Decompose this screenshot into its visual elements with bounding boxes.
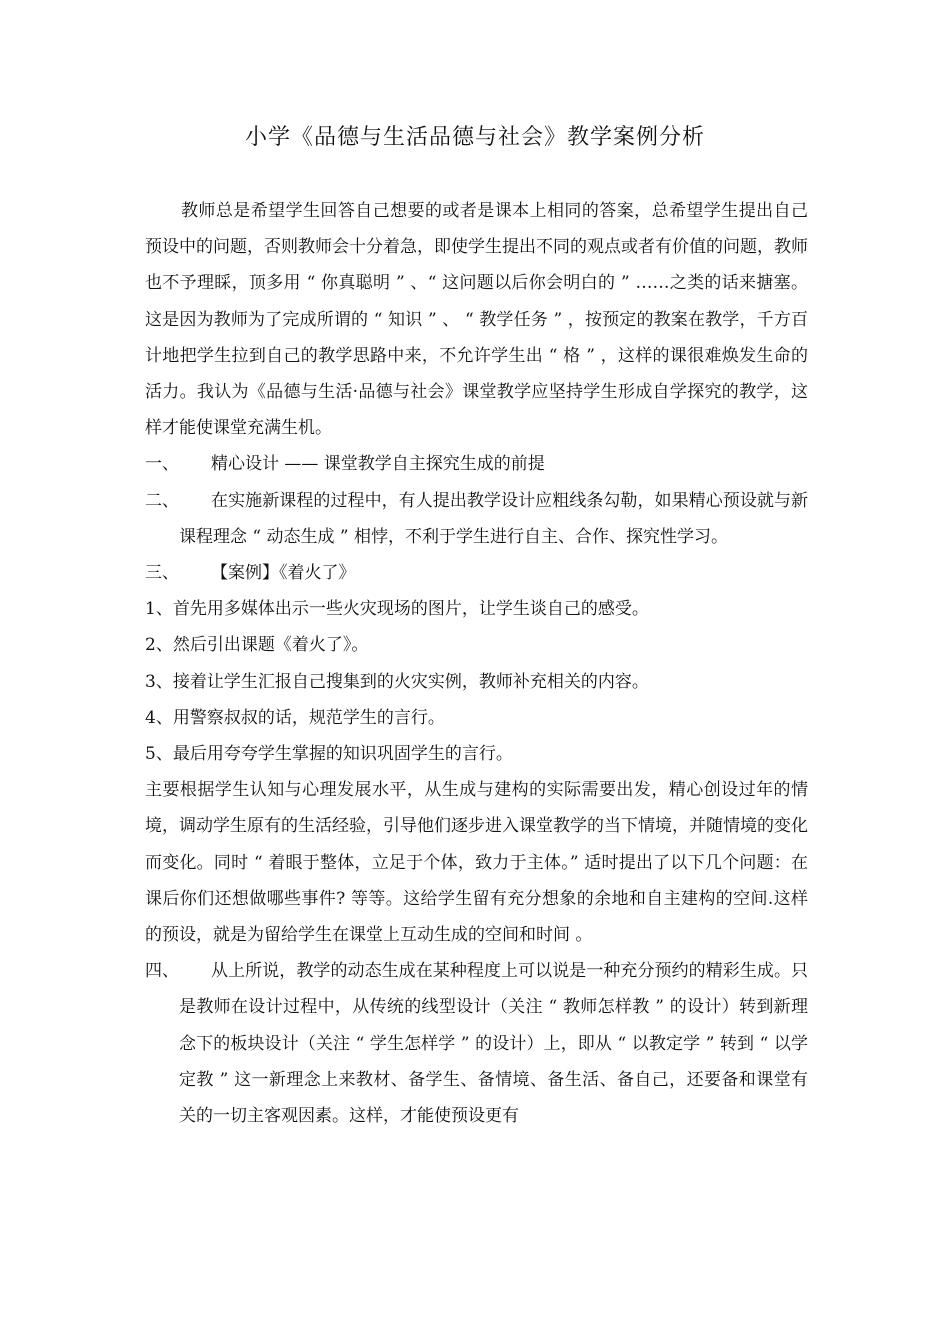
step-2: 2、然后引出课题《着火了》。 <box>145 635 369 656</box>
step-1: 1、首先用多媒体出示一些火灾现场的图片，让学生谈自己的感受。 <box>145 599 649 620</box>
document-title: 小学《品德与生活品德与社会》教学案例分析 <box>244 125 705 150</box>
section-4 <box>145 953 808 1134</box>
step-3: 3、接着让学生汇报自己搜集到的火灾实例，教师补充相关的内容。 <box>145 671 649 692</box>
section-4-number: 四、 <box>145 961 179 982</box>
intro-paragraph: 教师总是希望学生回答自己想要的或者是课本上相同的答案，总希望学生提出自己预设中的问题，否则教师会十分着急，即使学生提出不同的观点或者有价值的问题，教师也不予理睬，顶多用 “ 你真聪明 ” 、“ 这问题以后你会明白的 ” ……之类的话来搪塞。这是因为教师为了完成所谓的 “ 知识 ” 、 “ 教学任务 ” ，按预定的教案在教学，千方百计地把学生拉到自己的教学思路中来，不允许学生出 “ 格 ” ，这样的课很难焕发生命的活力。我认为《品德与生活·品德与社会》课堂教学应坚持学生形成自学探究的教学，这样才能使课堂充满生机。 <box>145 201 808 439</box>
section-1-number: 一、 <box>145 454 179 475</box>
step-5: 5、最后用夸夸学生掌握的知识巩固学生的言行。 <box>145 744 513 765</box>
section-3 <box>145 555 808 591</box>
section-1-text: 精心设计 —— 课堂教学自主探究生成的前提 <box>211 454 545 475</box>
section-1 <box>145 446 808 482</box>
section-2-number: 二、 <box>145 490 179 511</box>
section-4-text: 从上所说，教学的动态生成在某种程度上可以说是一种充分预约的精彩生成。只是教师在设计过程中，从传统的线型设计（关注 “ 教师怎样教 ” 的设计）转到新理念下的板块设计（关注 “ 学生怎样学 ” 的设计）上，即从 “ 以教定学 ” 转到 “ 以学定教 ” 这一新理念上来教材、备学生、备情境、备生活、备自己，还要备和课堂有关的一切主客观因素。这样，才能使预设更有 <box>179 961 808 1127</box>
section-3-number: 三、 <box>145 563 179 584</box>
section-2-text: 在实施新课程的过程中，有人提出教学设计应粗线条勾勒，如果精心预设就与新课程理念 “ 动态生成 ” 相悖，不利于学生进行自主、合作、探究性学习。 <box>179 490 808 547</box>
section-2 <box>145 483 808 555</box>
document-body <box>145 193 808 1134</box>
section-3-text: 【案例】《着火了》 <box>211 563 356 584</box>
step-4: 4、用警察叔叔的话，规范学生的言行。 <box>145 707 445 728</box>
analysis-paragraph: 主要根据学生认知与心理发展水平，从生成与建构的实际需要出发，精心创设过年的情境，调动学生原有的生活经验，引导他们逐步进入课堂教学的当下情境，并随情境的变化而变化。同时 “ 着眼于整体，立足于个体，致力于主体。” 适时提出了以下几个问题：在课后你们还想做哪些事件? 等等。这给学生留有充分想象的余地和自主建构的空间.这样的预设，就是为留给学生在课堂上互动生成的空间和时间 。 <box>145 780 808 946</box>
